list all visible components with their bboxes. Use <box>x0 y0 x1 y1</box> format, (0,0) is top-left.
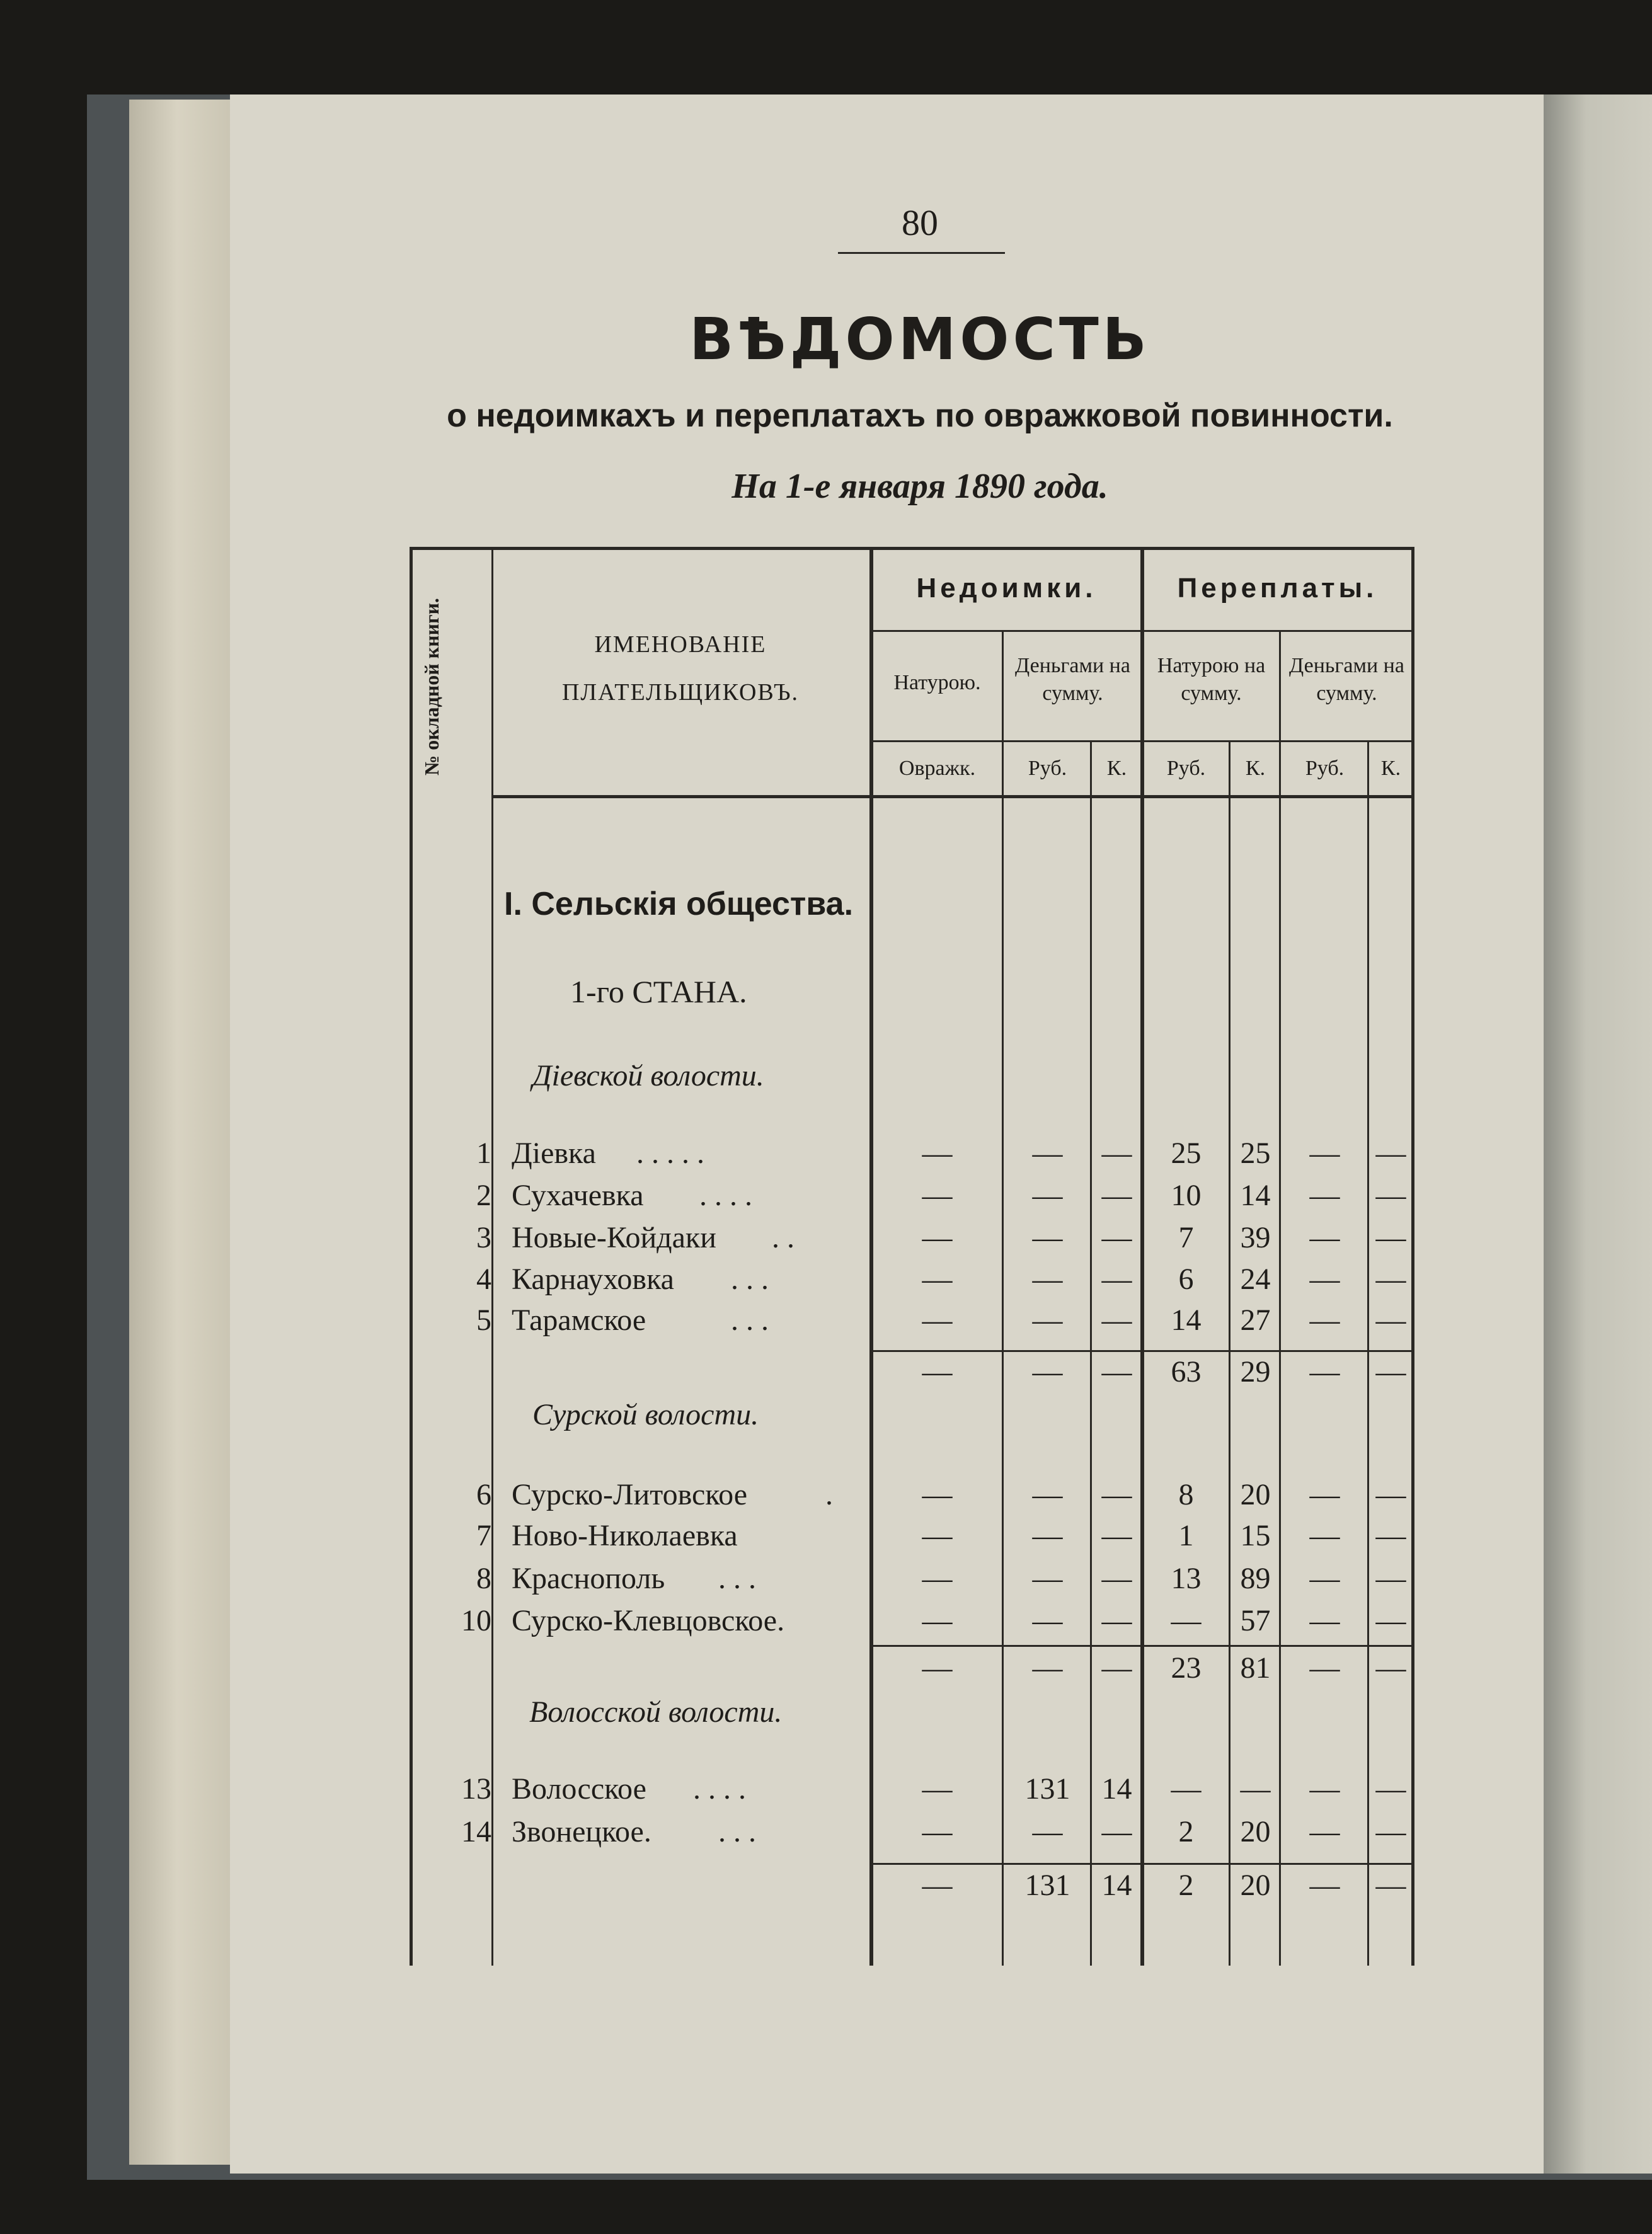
row-overpay-kind-rub: 23 <box>1171 1651 1202 1685</box>
row-overpay-kind-rub: 7 <box>1178 1221 1194 1254</box>
row-overpay-kind-rub: 8 <box>1178 1478 1194 1511</box>
page-number: 80 <box>902 202 938 243</box>
row-overpay-kind-rub: — <box>1171 1772 1202 1806</box>
row-arrears-rub: — <box>1032 1815 1063 1848</box>
header-ovrazhk: Овражк. <box>898 757 976 780</box>
row-payer-name: Карнауховка <box>512 1263 674 1296</box>
row-arrears-kind: — <box>922 1478 953 1511</box>
row-leader-dots: . . . . . <box>636 1137 704 1170</box>
row-payer-name: Новые-Койдаки <box>512 1221 716 1254</box>
row-arrears-kind: — <box>922 1263 953 1296</box>
row-book-number: 7 <box>476 1519 491 1552</box>
row-arrears-rub: 131 <box>1024 1869 1070 1902</box>
row-overpay-kind-kop: 27 <box>1240 1303 1271 1337</box>
row-payer-name: Волосское <box>512 1772 646 1806</box>
row-book-number: 1 <box>476 1137 491 1170</box>
row-arrears-kind: — <box>922 1604 953 1637</box>
header-name: ИМЕНОВАНІЕ ПЛАТЕЛЬЩИКОВЪ. <box>561 631 800 706</box>
header-rub-2: Руб. <box>1166 757 1206 780</box>
header-in-kind: Натурою. <box>893 671 981 694</box>
header-kop-1: К. <box>1106 757 1127 780</box>
row-arrears-rub: — <box>1032 1478 1063 1511</box>
row-leader-dots: . <box>825 1478 833 1511</box>
row-overpay-kind-kop: — <box>1240 1772 1271 1806</box>
row-arrears-kind: — <box>922 1137 953 1170</box>
row-overpay-kind-kop: 24 <box>1240 1263 1271 1296</box>
row-overpay-money-rub: — <box>1309 1815 1340 1848</box>
row-payer-name: Краснополь <box>512 1562 665 1595</box>
header-arrears: Недоимки. <box>916 573 1097 604</box>
row-payer-name: Діевка <box>512 1137 596 1170</box>
row-arrears-rub: — <box>1032 1221 1063 1254</box>
row-payer-name: Сурско-Литовское <box>512 1478 748 1511</box>
subtotal-rule-3 <box>869 1863 1411 1865</box>
row-arrears-rub: — <box>1032 1263 1063 1296</box>
row-overpay-kind-kop: 20 <box>1240 1869 1271 1902</box>
row-overpay-money-kop: — <box>1375 1263 1406 1296</box>
row-payer-name: Сурско-Клевцовское. <box>512 1604 785 1637</box>
row-book-number: 14 <box>461 1815 491 1848</box>
row-payer-name: Сухачевка <box>512 1179 644 1212</box>
row-arrears-rub: — <box>1032 1303 1063 1337</box>
section-volost-dievka: Діевской волости. <box>532 1059 764 1092</box>
subtotal-rule-1 <box>869 1350 1411 1352</box>
row-arrears-kop: — <box>1101 1355 1132 1389</box>
page-edges <box>129 100 236 2165</box>
section-stan: 1-го СТАНА. <box>570 974 747 1009</box>
header-rub-3: Руб. <box>1305 757 1345 780</box>
row-overpay-money-kop: — <box>1375 1179 1406 1212</box>
row-overpay-kind-rub: 2 <box>1178 1815 1194 1848</box>
row-arrears-kind: — <box>922 1562 953 1595</box>
header-kop-3: К. <box>1380 757 1401 780</box>
row-arrears-kop: — <box>1101 1263 1132 1296</box>
header-money-sum-overpay: Деньгами на сумму. <box>1289 654 1404 706</box>
row-arrears-rub: — <box>1032 1355 1063 1389</box>
row-overpay-money-rub: — <box>1309 1179 1340 1212</box>
row-overpay-money-rub: — <box>1309 1604 1340 1637</box>
row-arrears-rub: — <box>1032 1651 1063 1685</box>
row-leader-dots: . . . <box>718 1562 756 1595</box>
row-arrears-kop: 14 <box>1101 1772 1132 1806</box>
row-overpay-money-kop: — <box>1375 1137 1406 1170</box>
document-title: ВѢДОМОСТЬ <box>689 306 1150 373</box>
table-right-border <box>1411 547 1414 1966</box>
row-payer-name: Звонецкое. <box>512 1815 651 1848</box>
row-overpay-money-rub: — <box>1309 1263 1340 1296</box>
row-arrears-kind: — <box>922 1651 953 1685</box>
row-arrears-kop: — <box>1101 1221 1132 1254</box>
row-arrears-rub: — <box>1032 1179 1063 1212</box>
row-arrears-kind: — <box>922 1772 953 1806</box>
row-arrears-kop: — <box>1101 1604 1132 1637</box>
row-payer-name: Ново-Николаевка <box>512 1519 738 1552</box>
page-number-underline <box>838 252 1005 254</box>
row-overpay-kind-kop: 81 <box>1240 1651 1271 1685</box>
row-leader-dots: . . . . <box>699 1179 752 1212</box>
row-arrears-kop: — <box>1101 1137 1132 1170</box>
col-divider-rub2 <box>1229 740 1230 1966</box>
row-overpay-money-kop: — <box>1375 1869 1406 1902</box>
row-payer-name: Тарамское <box>512 1303 646 1337</box>
row-overpay-money-rub: — <box>1309 1519 1340 1552</box>
row-overpay-money-kop: — <box>1375 1562 1406 1595</box>
row-overpay-money-kop: — <box>1375 1519 1406 1552</box>
row-overpay-money-rub: — <box>1309 1221 1340 1254</box>
row-overpay-money-rub: — <box>1309 1478 1340 1511</box>
row-overpay-kind-rub: 25 <box>1171 1137 1202 1170</box>
col-divider-rub1 <box>1090 740 1092 1966</box>
row-overpay-money-kop: — <box>1375 1604 1406 1637</box>
row-overpay-money-rub: — <box>1309 1651 1340 1685</box>
row-overpay-kind-kop: 20 <box>1240 1815 1271 1848</box>
row-arrears-kop: — <box>1101 1179 1132 1212</box>
row-book-number: 8 <box>476 1562 491 1595</box>
row-arrears-kind: — <box>922 1179 953 1212</box>
row-overpay-money-kop: — <box>1375 1651 1406 1685</box>
row-overpay-kind-rub: — <box>1171 1604 1202 1637</box>
header-money-sum: Деньгами на сумму. <box>1015 654 1130 706</box>
row-leader-dots: . . . <box>731 1303 769 1337</box>
row-overpay-money-rub: — <box>1309 1355 1340 1389</box>
header-kind-sum: Натурою на сумму. <box>1157 654 1266 706</box>
row-arrears-kop: — <box>1101 1478 1132 1511</box>
row-overpay-kind-kop: 15 <box>1240 1519 1271 1552</box>
row-arrears-kop: — <box>1101 1651 1132 1685</box>
section-rural-societies: І. Сельскія общества. <box>504 886 854 922</box>
row-leader-dots: . . . <box>731 1263 769 1296</box>
row-overpay-kind-rub: 14 <box>1171 1303 1202 1337</box>
row-overpay-money-kop: — <box>1375 1478 1406 1511</box>
row-arrears-kop: — <box>1101 1562 1132 1595</box>
row-overpay-money-rub: — <box>1309 1137 1340 1170</box>
row-overpay-money-kop: — <box>1375 1355 1406 1389</box>
row-book-number: 6 <box>476 1478 491 1511</box>
row-overpay-kind-kop: 29 <box>1240 1355 1271 1389</box>
section-volost-voloska: Волосской волости. <box>529 1695 783 1729</box>
row-arrears-kind: — <box>922 1519 953 1552</box>
row-arrears-kop: — <box>1101 1519 1132 1552</box>
header-rub-1: Руб. <box>1028 757 1067 780</box>
row-overpay-kind-kop: 57 <box>1240 1604 1271 1637</box>
document-subtitle: о недоимкахъ и переплатахъ по овражковой повинности. <box>447 398 1393 434</box>
date-line: На 1-е января 1890 года. <box>731 467 1108 506</box>
header-rule-1 <box>869 630 1411 632</box>
row-overpay-kind-rub: 13 <box>1171 1562 1202 1595</box>
row-leader-dots: . . . . <box>693 1772 746 1806</box>
row-overpay-money-kop: — <box>1375 1772 1406 1806</box>
row-arrears-kind: — <box>922 1355 953 1389</box>
header-book-number: № окладной книги. <box>420 598 443 776</box>
row-overpay-kind-kop: 14 <box>1240 1179 1271 1212</box>
row-arrears-kind: — <box>922 1869 953 1902</box>
row-overpay-kind-rub: 2 <box>1178 1869 1194 1902</box>
row-overpay-kind-kop: 25 <box>1240 1137 1271 1170</box>
row-overpay-kind-kop: 39 <box>1240 1221 1271 1254</box>
table-top-rule <box>410 547 1414 550</box>
row-overpay-money-kop: — <box>1375 1221 1406 1254</box>
row-overpay-kind-rub: 10 <box>1171 1179 1202 1212</box>
row-arrears-rub: — <box>1032 1562 1063 1595</box>
row-overpay-money-rub: — <box>1309 1303 1340 1337</box>
col-divider-arrears-kind <box>1002 630 1004 1966</box>
row-overpay-money-kop: — <box>1375 1815 1406 1848</box>
row-overpay-kind-rub: 6 <box>1178 1263 1194 1296</box>
section-volost-surka: Сурской волости. <box>532 1398 759 1431</box>
col-divider-book <box>491 547 493 1966</box>
row-arrears-rub: — <box>1032 1519 1063 1552</box>
row-arrears-kind: — <box>922 1815 953 1848</box>
row-arrears-kop: 14 <box>1101 1869 1132 1902</box>
row-book-number: 2 <box>476 1179 491 1212</box>
row-arrears-rub: — <box>1032 1604 1063 1637</box>
header-kop-2: К. <box>1245 757 1266 780</box>
header-overpayments: Переплаты. <box>1177 573 1378 604</box>
row-book-number: 13 <box>461 1772 491 1806</box>
row-overpay-money-kop: — <box>1375 1303 1406 1337</box>
row-overpay-money-rub: — <box>1309 1772 1340 1806</box>
row-overpay-kind-rub: 63 <box>1171 1355 1202 1389</box>
row-arrears-kop: — <box>1101 1815 1132 1848</box>
row-overpay-kind-kop: 20 <box>1240 1478 1271 1511</box>
row-arrears-kind: — <box>922 1221 953 1254</box>
row-book-number: 3 <box>476 1221 491 1254</box>
row-leader-dots: . . <box>772 1221 794 1254</box>
row-leader-dots: . . . <box>718 1815 756 1848</box>
row-overpay-money-rub: — <box>1309 1562 1340 1595</box>
row-arrears-rub: — <box>1032 1137 1063 1170</box>
facing-page-edge <box>1542 95 1652 2174</box>
row-book-number: 4 <box>476 1263 491 1296</box>
row-arrears-rub: 131 <box>1024 1772 1070 1806</box>
header-rule-2 <box>869 740 1411 742</box>
row-arrears-kind: — <box>922 1303 953 1337</box>
row-overpay-money-rub: — <box>1309 1869 1340 1902</box>
row-overpay-kind-rub: 1 <box>1178 1519 1194 1552</box>
subtotal-rule-2 <box>869 1645 1411 1647</box>
row-book-number: 10 <box>461 1604 491 1637</box>
col-divider-rub3 <box>1367 740 1369 1966</box>
row-book-number: 5 <box>476 1303 491 1337</box>
row-arrears-kop: — <box>1101 1303 1132 1337</box>
header-bottom-rule <box>491 795 1411 798</box>
col-divider-overpay-money <box>1279 630 1281 1966</box>
row-overpay-kind-kop: 89 <box>1240 1562 1271 1595</box>
